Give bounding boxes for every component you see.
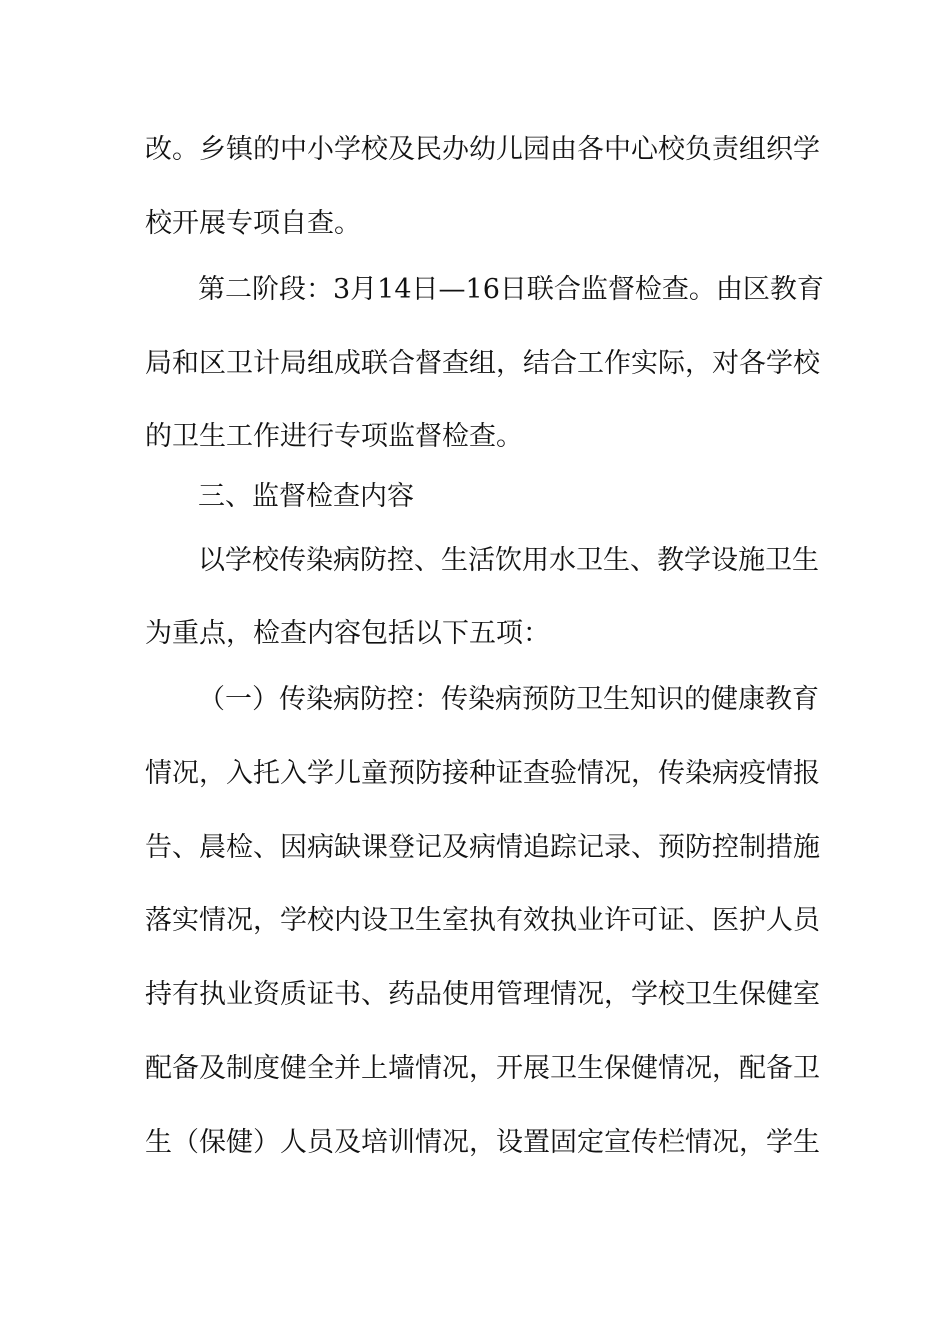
text-line-12: 落实情况，学校内设卫生室执有效执业许可证、医护人员 (145, 905, 820, 936)
section-heading: 三、监督检查内容 (198, 481, 414, 512)
text-line-11: 告、晨检、因病缺课登记及病情追踪记录、预防控制措施 (145, 832, 820, 863)
text-line-5: 的卫生工作进行专项监督检查。 (145, 421, 523, 452)
text-line-13: 持有执业资质证书、药品使用管理情况，学校卫生保健室 (145, 979, 820, 1010)
text-line-15: 生（保健）人员及培训情况，设置固定宣传栏情况，学生 (145, 1127, 820, 1158)
text-line-4: 局和区卫计局组成联合督查组，结合工作实际，对各学校 (145, 348, 820, 379)
text-line-10: 情况，入托入学儿童预防接种证查验情况，传染病疫情报 (145, 758, 820, 789)
text-line-3: 第二阶段：3月14日—16日联合监督检查。由区教育 (198, 274, 824, 305)
text-line-1: 改。乡镇的中小学校及民办幼儿园由各中心校负责组织学 (145, 134, 820, 165)
text-line-14: 配备及制度健全并上墙情况，开展卫生保健情况，配备卫 (145, 1053, 820, 1084)
text-line-9: （一）传染病防控：传染病预防卫生知识的健康教育 (198, 684, 819, 715)
text-line-8: 为重点，检查内容包括以下五项： (145, 618, 550, 649)
text-line-2: 校开展专项自查。 (145, 208, 361, 239)
text-line-7: 以学校传染病防控、生活饮用水卫生、教学设施卫生 (198, 545, 819, 576)
